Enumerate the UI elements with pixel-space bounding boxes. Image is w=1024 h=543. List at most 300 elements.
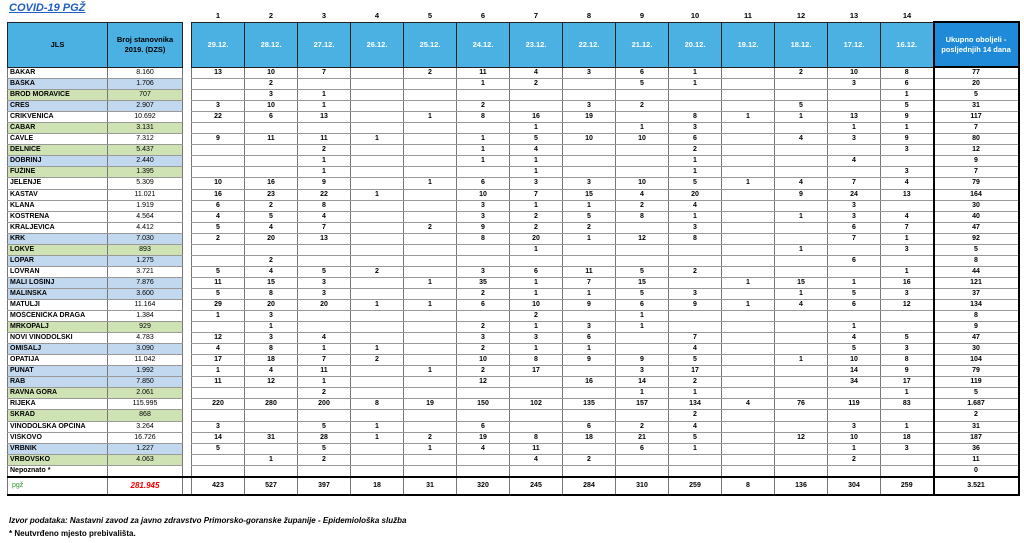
daily-cases-cell — [563, 388, 616, 399]
daily-cases-cell: 1 — [669, 211, 722, 222]
daily-cases-cell — [563, 255, 616, 266]
daily-cases-cell: 1 — [881, 388, 934, 399]
daily-cases-cell: 4 — [616, 189, 669, 200]
population-cell: 929 — [108, 322, 183, 333]
daily-cases-cell — [192, 123, 245, 134]
daily-cases-cell — [404, 244, 457, 255]
gap-cell — [183, 167, 192, 178]
total-cell: 36 — [934, 443, 1019, 454]
date-header: 18.12. — [775, 22, 828, 67]
gap-cell — [183, 333, 192, 344]
municipality-name: LOPAR — [8, 255, 108, 266]
daily-sum-cell: 320 — [457, 477, 510, 495]
daily-cases-cell: 35 — [457, 277, 510, 288]
daily-cases-cell — [563, 311, 616, 322]
daily-cases-cell: 11 — [245, 134, 298, 145]
daily-cases-cell — [404, 288, 457, 299]
municipality-name: ČAVLE — [8, 134, 108, 145]
daily-cases-cell: 1 — [722, 299, 775, 310]
gap-cell — [183, 244, 192, 255]
daily-cases-cell: 4 — [775, 134, 828, 145]
daily-cases-cell — [245, 421, 298, 432]
population-cell: 10.692 — [108, 112, 183, 123]
daily-cases-cell — [404, 167, 457, 178]
daily-cases-cell: 20 — [669, 189, 722, 200]
daily-cases-cell: 14 — [192, 432, 245, 443]
total-cell: 47 — [934, 333, 1019, 344]
daily-cases-cell: 3 — [828, 200, 881, 211]
daily-cases-cell — [298, 311, 351, 322]
daily-cases-cell: 10 — [563, 134, 616, 145]
gap-cell — [183, 222, 192, 233]
daily-cases-cell: 1 — [563, 288, 616, 299]
daily-cases-cell — [722, 366, 775, 377]
daily-cases-cell: 1 — [404, 443, 457, 454]
daily-cases-cell: 10 — [828, 67, 881, 79]
daily-cases-cell: 12 — [457, 377, 510, 388]
daily-cases-cell: 8 — [457, 233, 510, 244]
daily-cases-cell: 16 — [563, 377, 616, 388]
municipality-name: LOKVE — [8, 244, 108, 255]
date-header: 19.12. — [722, 22, 775, 67]
table-row — [8, 233, 1019, 244]
daily-cases-cell: 9 — [881, 134, 934, 145]
daily-cases-cell — [404, 156, 457, 167]
daily-cases-cell: 1 — [298, 90, 351, 101]
daily-cases-cell: 5 — [192, 222, 245, 233]
daily-cases-cell: 1 — [510, 123, 563, 134]
daily-cases-cell — [192, 90, 245, 101]
daily-cases-cell: 10 — [616, 178, 669, 189]
population-cell: 1.275 — [108, 255, 183, 266]
daily-cases-cell: 34 — [828, 377, 881, 388]
daily-cases-cell: 6 — [616, 67, 669, 79]
daily-cases-cell — [722, 90, 775, 101]
total-cell: 31 — [934, 101, 1019, 112]
daily-cases-cell: 4 — [457, 443, 510, 454]
daily-cases-cell — [881, 311, 934, 322]
day-number: 9 — [639, 10, 645, 20]
daily-cases-cell: 2 — [404, 67, 457, 79]
daily-cases-cell: 11 — [298, 134, 351, 145]
daily-cases-cell: 1 — [351, 421, 404, 432]
total-cell: 164 — [934, 189, 1019, 200]
daily-cases-cell — [563, 167, 616, 178]
daily-cases-cell: 3 — [563, 101, 616, 112]
daily-cases-cell: 18 — [245, 355, 298, 366]
daily-cases-cell: 10 — [192, 178, 245, 189]
municipality-name: RAVNA GORA — [8, 388, 108, 399]
daily-cases-cell: 1 — [457, 79, 510, 90]
gap-cell — [183, 477, 192, 495]
day-number: 6 — [480, 10, 486, 20]
day-number: 11 — [744, 10, 752, 20]
municipality-name: MATULJI — [8, 299, 108, 310]
gap-cell — [183, 443, 192, 454]
daily-cases-cell — [563, 123, 616, 134]
daily-cases-cell: 9 — [669, 299, 722, 310]
daily-cases-cell — [351, 233, 404, 244]
daily-cases-cell — [510, 255, 563, 266]
daily-cases-cell: 3 — [510, 333, 563, 344]
daily-cases-cell: 5 — [669, 432, 722, 443]
day-number: 10 — [690, 10, 700, 20]
daily-cases-cell: 7 — [298, 355, 351, 366]
table-row — [8, 211, 1019, 222]
daily-cases-cell: 6 — [245, 112, 298, 123]
daily-cases-cell: 12 — [775, 432, 828, 443]
daily-cases-cell — [828, 101, 881, 112]
daily-cases-cell: 4 — [298, 333, 351, 344]
gap-cell — [183, 266, 192, 277]
daily-cases-cell — [669, 90, 722, 101]
table-row — [8, 156, 1019, 167]
daily-cases-cell — [722, 421, 775, 432]
daily-cases-cell: 12 — [192, 333, 245, 344]
daily-cases-cell — [828, 145, 881, 156]
daily-cases-cell: 2 — [510, 211, 563, 222]
population-header: Broj stanovnika 2019. (DZS) — [108, 22, 183, 67]
daily-cases-cell: 10 — [510, 299, 563, 310]
daily-cases-cell: 4 — [510, 145, 563, 156]
daily-cases-cell — [192, 244, 245, 255]
municipality-name: OPATIJA — [8, 355, 108, 366]
population-cell: 2.440 — [108, 156, 183, 167]
daily-cases-cell: 2 — [669, 410, 722, 421]
daily-cases-cell — [722, 255, 775, 266]
total-cell: 47 — [934, 222, 1019, 233]
municipality-name: SKRAD — [8, 410, 108, 421]
daily-cases-cell: 3 — [298, 277, 351, 288]
daily-cases-cell — [669, 244, 722, 255]
daily-cases-cell — [828, 167, 881, 178]
daily-cases-cell — [775, 421, 828, 432]
table-row — [8, 388, 1019, 399]
daily-cases-cell — [722, 333, 775, 344]
daily-cases-cell — [616, 454, 669, 465]
daily-cases-cell — [722, 101, 775, 112]
daily-cases-cell — [404, 145, 457, 156]
date-header: 16.12. — [881, 22, 934, 67]
daily-cases-cell: 2 — [245, 255, 298, 266]
day-number: 4 — [374, 10, 380, 20]
total-cell: 79 — [934, 178, 1019, 189]
daily-cases-cell — [775, 344, 828, 355]
daily-cases-cell: 2 — [404, 432, 457, 443]
table-row — [8, 167, 1019, 178]
municipality-name: BROD MORAVICE — [8, 90, 108, 101]
table-row — [8, 123, 1019, 134]
daily-cases-cell — [298, 410, 351, 421]
daily-cases-cell: 5 — [828, 288, 881, 299]
total-cell: 7 — [934, 123, 1019, 134]
daily-cases-cell — [722, 244, 775, 255]
daily-cases-cell: 29 — [192, 299, 245, 310]
daily-cases-cell: 5 — [669, 178, 722, 189]
daily-cases-cell: 119 — [828, 399, 881, 410]
daily-cases-cell: 7 — [669, 333, 722, 344]
daily-cases-cell: 2 — [457, 344, 510, 355]
daily-cases-cell — [775, 90, 828, 101]
daily-cases-cell: 1 — [510, 200, 563, 211]
daily-cases-cell: 1 — [775, 355, 828, 366]
daily-cases-cell: 1 — [828, 123, 881, 134]
table-row — [8, 178, 1019, 189]
daily-cases-cell: 1 — [828, 277, 881, 288]
daily-cases-cell: 2 — [457, 322, 510, 333]
daily-cases-cell — [298, 79, 351, 90]
daily-cases-cell: 3 — [457, 211, 510, 222]
population-cell: 1.227 — [108, 443, 183, 454]
daily-cases-cell — [775, 79, 828, 90]
daily-cases-cell: 1 — [192, 311, 245, 322]
daily-cases-cell: 10 — [828, 432, 881, 443]
daily-cases-cell: 1 — [298, 377, 351, 388]
daily-cases-cell — [351, 322, 404, 333]
daily-cases-cell: 150 — [457, 399, 510, 410]
daily-cases-cell — [192, 167, 245, 178]
daily-cases-cell: 13 — [192, 67, 245, 79]
daily-cases-cell: 20 — [298, 299, 351, 310]
daily-cases-cell — [245, 465, 298, 477]
daily-sum-cell: 245 — [510, 477, 563, 495]
date-header: 28.12. — [245, 22, 298, 67]
daily-cases-cell: 76 — [775, 399, 828, 410]
daily-cases-cell: 4 — [298, 211, 351, 222]
daily-cases-cell — [404, 266, 457, 277]
daily-cases-cell: 2 — [510, 222, 563, 233]
daily-cases-cell: 4 — [669, 200, 722, 211]
gap-cell — [183, 200, 192, 211]
daily-cases-cell: 8 — [510, 432, 563, 443]
daily-cases-cell — [404, 90, 457, 101]
daily-cases-cell: 1 — [881, 123, 934, 134]
daily-cases-cell — [616, 112, 669, 123]
daily-cases-cell: 1 — [351, 299, 404, 310]
daily-cases-cell: 4 — [245, 366, 298, 377]
daily-cases-cell: 1 — [298, 167, 351, 178]
daily-cases-cell: 6 — [510, 266, 563, 277]
gap-cell — [183, 465, 192, 477]
table-row — [8, 344, 1019, 355]
total-cell: 8 — [934, 255, 1019, 266]
table-row — [8, 311, 1019, 322]
total-cell: 119 — [934, 377, 1019, 388]
population-cell: 3.721 — [108, 266, 183, 277]
daily-cases-cell: 157 — [616, 399, 669, 410]
total-cell: 30 — [934, 200, 1019, 211]
daily-cases-cell: 20 — [245, 299, 298, 310]
population-cell: 1.395 — [108, 167, 183, 178]
daily-cases-cell — [722, 322, 775, 333]
page-title: COVID-19 PGŽ — [9, 2, 86, 14]
daily-cases-cell: 4 — [192, 211, 245, 222]
daily-cases-cell — [881, 465, 934, 477]
daily-cases-cell: 11 — [510, 443, 563, 454]
total-cell: 40 — [934, 211, 1019, 222]
daily-cases-cell — [192, 156, 245, 167]
gap-cell — [183, 399, 192, 410]
daily-cases-cell: 1 — [669, 156, 722, 167]
daily-cases-cell: 28 — [298, 432, 351, 443]
municipality-name: NOVI VINODOLSKI — [8, 333, 108, 344]
daily-cases-cell: 4 — [881, 211, 934, 222]
table-row — [8, 299, 1019, 310]
daily-cases-cell: 3 — [881, 443, 934, 454]
daily-cases-cell: 2 — [457, 366, 510, 377]
daily-cases-cell — [351, 255, 404, 266]
date-header: 24.12. — [457, 22, 510, 67]
daily-cases-cell — [192, 388, 245, 399]
daily-cases-cell: 7 — [298, 67, 351, 79]
daily-cases-cell — [775, 322, 828, 333]
daily-cases-cell: 1 — [616, 388, 669, 399]
daily-cases-cell: 4 — [510, 454, 563, 465]
daily-cases-cell — [351, 410, 404, 421]
municipality-name: DOBRINJ — [8, 156, 108, 167]
municipality-name: CRIKVENICA — [8, 112, 108, 123]
municipality-name: MALINSKA — [8, 288, 108, 299]
daily-cases-cell: 5 — [563, 211, 616, 222]
daily-cases-cell — [616, 167, 669, 178]
municipality-name: KRK — [8, 233, 108, 244]
daily-cases-cell — [404, 355, 457, 366]
total-cell: 12 — [934, 145, 1019, 156]
daily-cases-cell — [775, 388, 828, 399]
daily-cases-cell — [351, 211, 404, 222]
daily-cases-cell — [351, 288, 404, 299]
day-number: 5 — [427, 10, 433, 20]
daily-cases-cell: 3 — [192, 421, 245, 432]
daily-cases-cell — [404, 410, 457, 421]
daily-cases-cell — [351, 465, 404, 477]
daily-cases-cell: 1 — [298, 101, 351, 112]
daily-cases-cell: 3 — [245, 333, 298, 344]
daily-cases-cell: 2 — [775, 67, 828, 79]
total-cell: 7 — [934, 167, 1019, 178]
daily-cases-cell — [722, 123, 775, 134]
daily-cases-cell: 1 — [351, 189, 404, 200]
daily-cases-cell: 6 — [828, 222, 881, 233]
daily-cases-cell: 11 — [298, 366, 351, 377]
daily-cases-cell — [775, 255, 828, 266]
daily-cases-cell: 2 — [828, 454, 881, 465]
gap-cell — [183, 90, 192, 101]
population-cell: 7.312 — [108, 134, 183, 145]
daily-cases-cell — [669, 277, 722, 288]
daily-cases-cell: 1 — [881, 421, 934, 432]
daily-cases-cell: 3 — [669, 222, 722, 233]
daily-cases-cell: 6 — [457, 421, 510, 432]
daily-cases-cell: 2 — [245, 79, 298, 90]
population-cell: 3.264 — [108, 421, 183, 432]
daily-cases-cell: 8 — [510, 355, 563, 366]
daily-cases-cell: 1 — [510, 322, 563, 333]
daily-cases-cell: 1 — [669, 167, 722, 178]
daily-cases-cell: 20 — [510, 233, 563, 244]
daily-cases-cell: 83 — [881, 399, 934, 410]
daily-cases-cell: 3 — [457, 333, 510, 344]
daily-cases-cell: 15 — [563, 189, 616, 200]
daily-cases-cell: 1 — [563, 344, 616, 355]
table-row — [8, 79, 1019, 90]
daily-cases-cell — [563, 79, 616, 90]
total-cell: 5 — [934, 244, 1019, 255]
daily-cases-cell: 3 — [616, 366, 669, 377]
table-row — [8, 67, 1019, 79]
population-cell: 3.131 — [108, 123, 183, 134]
daily-cases-cell: 5 — [616, 288, 669, 299]
daily-cases-cell — [563, 244, 616, 255]
daily-cases-cell: 1 — [616, 311, 669, 322]
daily-cases-cell — [351, 101, 404, 112]
daily-cases-cell: 1 — [669, 388, 722, 399]
daily-cases-cell — [722, 200, 775, 211]
population-cell: 115.995 — [108, 399, 183, 410]
gap-cell — [183, 233, 192, 244]
daily-cases-cell: 1 — [828, 443, 881, 454]
daily-cases-cell — [351, 112, 404, 123]
daily-cases-cell — [245, 145, 298, 156]
daily-cases-cell — [510, 421, 563, 432]
municipality-name: LOVRAN — [8, 266, 108, 277]
daily-cases-cell — [881, 255, 934, 266]
daily-cases-cell — [669, 101, 722, 112]
covid-cases-table — [7, 10, 1020, 496]
table-row — [8, 288, 1019, 299]
daily-cases-cell: 7 — [510, 189, 563, 200]
daily-sum-cell: 259 — [669, 477, 722, 495]
daily-cases-cell — [669, 322, 722, 333]
table-row — [8, 255, 1019, 266]
daily-cases-cell — [245, 410, 298, 421]
daily-cases-cell: 1 — [510, 244, 563, 255]
daily-cases-cell: 4 — [669, 344, 722, 355]
daily-cases-cell — [351, 443, 404, 454]
daily-cases-cell: 2 — [669, 145, 722, 156]
daily-cases-cell: 5 — [192, 266, 245, 277]
population-cell: 11.042 — [108, 355, 183, 366]
total-cell: 37 — [934, 288, 1019, 299]
date-header: 17.12. — [828, 22, 881, 67]
daily-cases-cell — [404, 344, 457, 355]
total-cell: 187 — [934, 432, 1019, 443]
total-cell: 121 — [934, 277, 1019, 288]
daily-cases-cell: 1 — [298, 156, 351, 167]
daily-cases-cell — [828, 311, 881, 322]
daily-cases-cell: 3 — [510, 178, 563, 189]
daily-cases-cell: 5 — [669, 355, 722, 366]
daily-cases-cell: 1 — [457, 145, 510, 156]
daily-cases-cell — [722, 79, 775, 90]
daily-cases-cell: 13 — [298, 233, 351, 244]
total-cell: 92 — [934, 233, 1019, 244]
daily-cases-cell — [828, 410, 881, 421]
day-number: 14 — [902, 10, 912, 20]
daily-cases-cell: 3 — [881, 288, 934, 299]
daily-cases-cell — [722, 222, 775, 233]
daily-cases-cell: 1 — [404, 299, 457, 310]
daily-cases-cell — [722, 167, 775, 178]
population-cell: 3.090 — [108, 344, 183, 355]
municipality-name: KOSTRENA — [8, 211, 108, 222]
daily-cases-cell: 3 — [881, 167, 934, 178]
total-cell: 0 — [934, 465, 1019, 477]
gap-cell — [183, 255, 192, 266]
daily-cases-cell: 11 — [563, 266, 616, 277]
daily-cases-cell — [404, 377, 457, 388]
daily-cases-cell: 12 — [245, 377, 298, 388]
